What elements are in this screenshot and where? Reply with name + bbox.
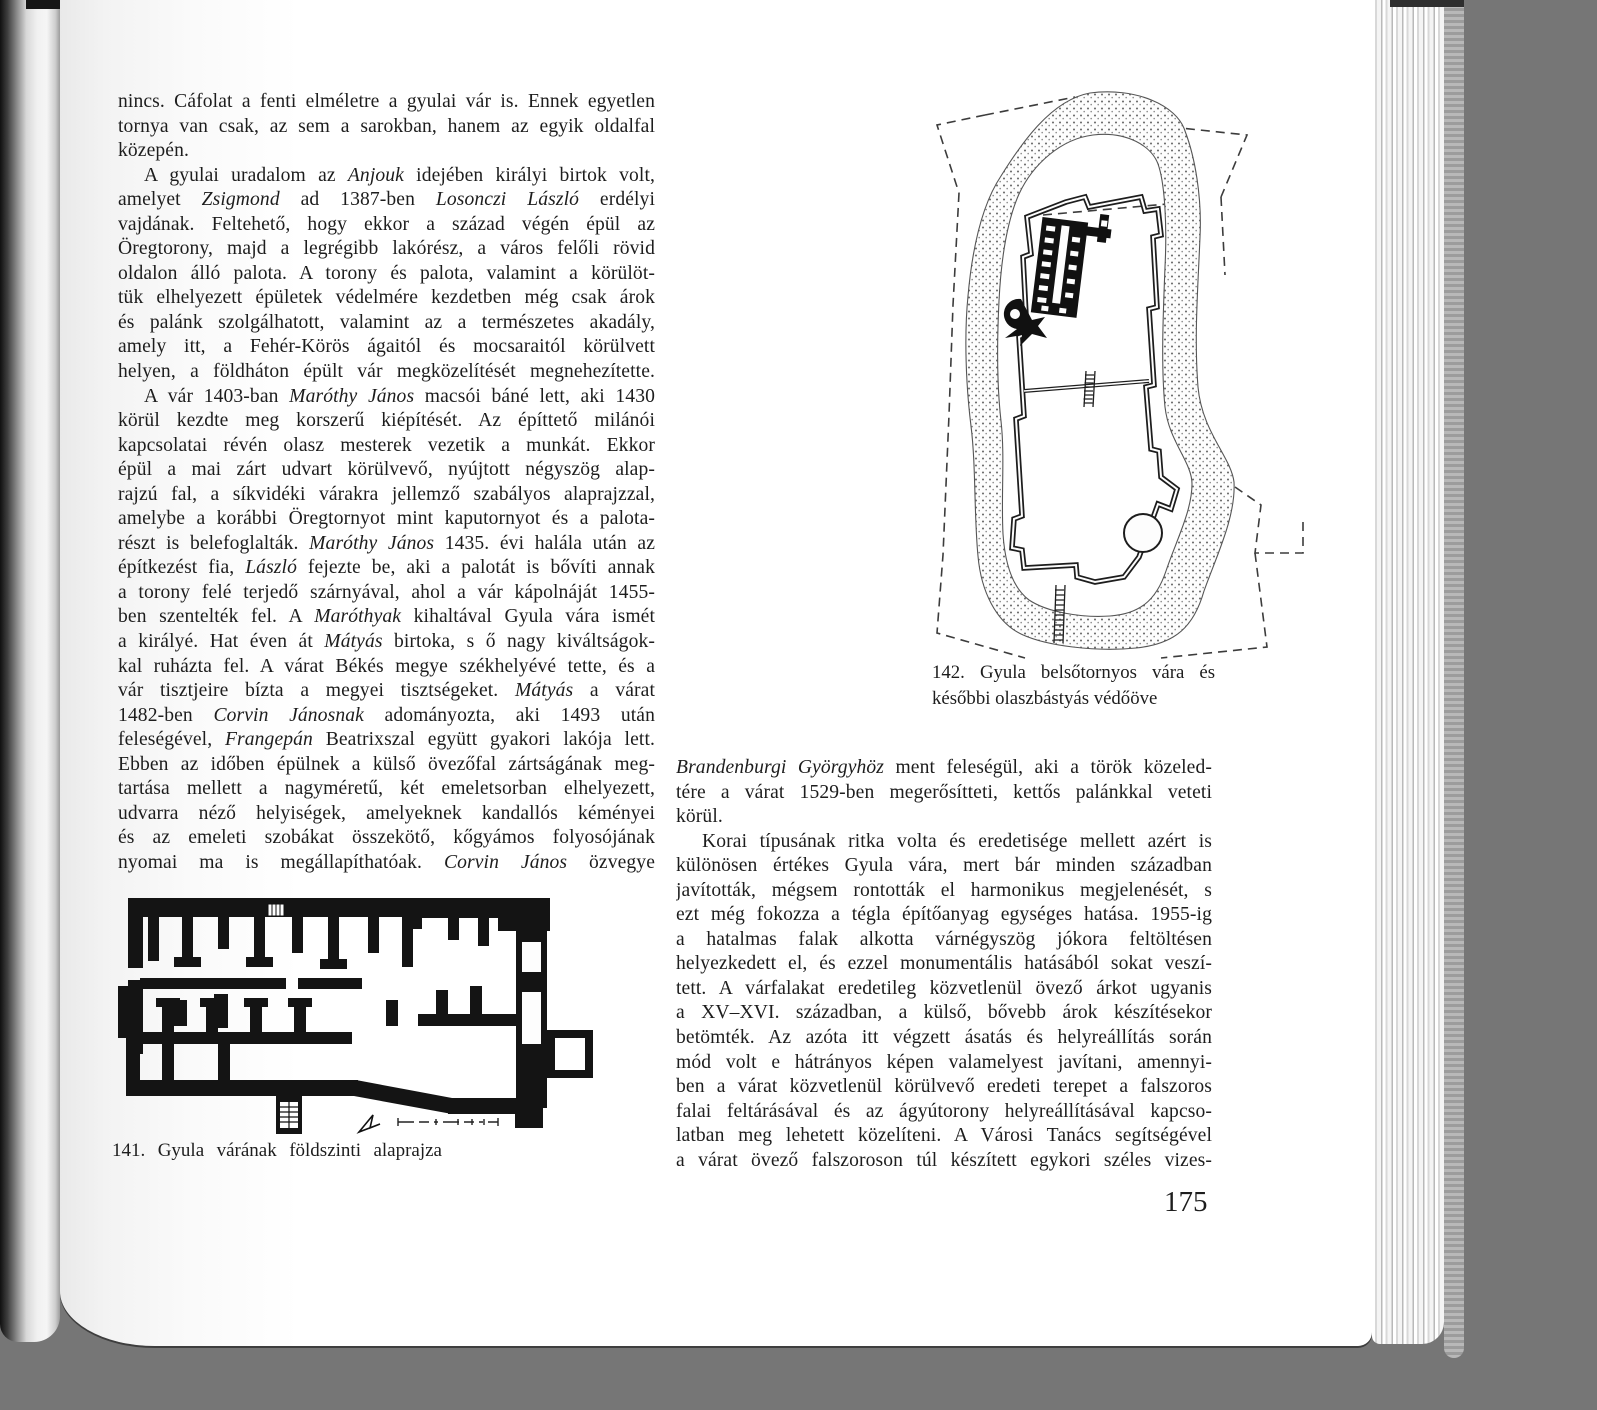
italic-text: Maróthyak — [314, 606, 402, 628]
text-line: betömték. Az azóta itt végzett ásatás és helyreállítás során — [676, 1027, 1212, 1049]
text-line: Ebben az időben épülnek a külső övezőfal zártságának meg- — [118, 753, 655, 775]
text-line: A gyulai uradalom az Anjouk idejében királyi birtok volt, — [144, 164, 655, 186]
text-line: tük elhelyezett épületek védelmére kezdetben még csak árok — [118, 287, 655, 309]
text-line: amelybe a korábbi Öregtornyot mint kaputornyot és a palota- — [118, 508, 655, 530]
text-line: kal ruházta fel. A várat Békés megye székhelyévé tette, és a — [118, 655, 655, 677]
italic-text: Maróthy János — [289, 385, 415, 407]
right-text-column — [676, 756, 1212, 1173]
figure-142-plan — [925, 85, 1330, 660]
italic-text: Losonczi László — [435, 189, 580, 211]
text-line: Korai típusának ritka volta és eredetisége mellett azért is — [702, 830, 1212, 852]
text-line: amelyet Zsigmond ad 1387-ben Losonczi László erdélyi — [118, 189, 655, 211]
text-line: feleségével, Frangepán Beatrixszal együtt gyakori lakója lett. — [118, 729, 655, 751]
text-line: 141. Gyula várának földszinti alaprajza — [112, 1140, 442, 1161]
italic-text: Mátyás — [324, 631, 383, 653]
text-line: vajdának. Feltehető, hogy ekkor a század végén épül az — [118, 213, 655, 235]
figure-141-caption — [112, 1138, 442, 1164]
page-edge-stack — [1372, 0, 1444, 1344]
book-page — [60, 0, 1372, 1346]
text-line: körül. — [676, 806, 723, 828]
text-line: 142. Gyula belsőtornyos vára és — [932, 662, 1215, 683]
text-line: amely itt, a Fehér-Körös ágaitól és mocsaraitól körülvett — [118, 336, 655, 358]
text-line: a várat övező falszoroson túl készített egykori széles vizes- — [676, 1149, 1212, 1171]
text-line: és az emeleti szobákat összekötő, kőgyámos folyosójának — [118, 827, 655, 849]
figure-142-caption — [932, 660, 1215, 711]
italic-text: Maróthy János — [309, 532, 435, 554]
italic-text: Corvin János — [443, 851, 568, 873]
text-line: körül kezdte meg korszerű kiépítését. Az építtető milánói — [118, 410, 655, 432]
text-line: rajzú fal, a síkvidéki várakra jellemző szabályos alaprajzzal, — [118, 483, 655, 505]
text-line: tett. A várfalakat eredetileg közvetlenül övező árkot ugyanis — [676, 977, 1212, 999]
text-line: tartása mellett a nagyméretű, két emeletsorban elhelyezett, — [118, 778, 655, 800]
text-line: épül a mai zárt udvart körülvevő, nyújtott négyszög alap- — [118, 459, 655, 481]
scan-top-right-shadow — [1390, 0, 1464, 7]
text-line: mód volt e hátrányos képen valamelyest javítani, amennyi- — [676, 1051, 1212, 1073]
text-line: Brandenburgi Györgyhöz ment feleségül, aki a török közeled- — [676, 757, 1212, 778]
italic-text: Anjouk — [347, 164, 404, 186]
text-line: különösen értékes Gyula vára, mert bár minden században — [676, 855, 1212, 877]
text-line: nyomai ma is megállapíthatóak. Corvin János özvegye — [118, 851, 655, 873]
italic-text: Zsigmond — [201, 189, 280, 211]
text-line: A vár 1403-ban Maróthy János macsói báné lett, aki 1430 — [144, 385, 655, 407]
text-line: nincs. Cáfolat a fenti elméletre a gyulai vár is. Ennek egyetlen — [118, 91, 655, 112]
text-line: latban meg lehetett közelíteni. A Városi Tanács segítségével — [676, 1125, 1212, 1147]
text-line: és palánk szolgálhatott, valamint az a természetes akadály, — [118, 311, 655, 333]
text-line: ezt még fokozza a tégla építőanyag egységes hatása. 1955-ig — [676, 904, 1212, 926]
left-text-column — [118, 90, 655, 876]
text-line: vár tisztjeire bízta a megyei tisztségeket. Mátyás a várat — [118, 680, 655, 702]
italic-text: Mátyás — [514, 680, 574, 702]
text-line: tornya van csak, az sem a sarokban, hanem az egyik oldalfal — [118, 115, 655, 137]
text-line: a királyé. Hat éven át Mátyás birtoka, s ő nagy kiváltságok- — [118, 631, 655, 653]
italic-text: László — [245, 557, 297, 579]
text-line: a XV–XVI. században, a külső, bővebb árok készítésekor — [676, 1002, 1212, 1024]
book-spine-edge — [0, 0, 60, 1342]
text-line: ben szentelték fel. A Maróthyak kihaltával Gyula vára ismét — [118, 606, 655, 628]
text-line: tére a várat 1529-ben megerősítteti, kettős palánkkal veteti — [676, 781, 1212, 803]
text-line: Öregtorony, majd a legrégibb lakórész, a város felőli rövid — [118, 238, 655, 260]
text-line: helyezkedett el, és ezzel monumentális hatásából sokat veszí- — [676, 953, 1212, 975]
text-line: kapcsolatai révén olasz mesterek vezetik a munkát. Ekkor — [118, 434, 655, 456]
text-line: falai feltárásával és az ágyútorony helyreállításával kapcso- — [676, 1100, 1212, 1122]
page-number: 175 — [1164, 1186, 1208, 1218]
italic-text: Frangepán — [224, 729, 313, 751]
text-line: oldalon álló palota. A torony és palota, valamint a körülöt- — [118, 262, 655, 284]
text-line: közepén. — [118, 140, 189, 162]
figure-141-plan — [118, 882, 593, 1140]
text-line: udvarra néző helyiségek, amelyeknek kandallós kéményei — [118, 802, 655, 824]
text-line: javították, mégsem rontották el harmonikus megjelenését, s — [676, 879, 1212, 901]
italic-text: Corvin Jánosnak — [213, 704, 364, 726]
text-line: építkezést fia, László fejezte be, aki a palotát is bővíti annak — [118, 557, 655, 579]
text-line: 1482-ben Corvin Jánosnak adományozta, aki 1493 után — [118, 704, 655, 726]
text-line: későbbi olaszbástyás védőöve — [932, 687, 1158, 709]
text-line: részt is belefoglalták. Maróthy János 1435. évi halála után az — [118, 532, 655, 554]
book-cover-edge — [1444, 6, 1464, 1358]
text-line: a hatalmas falak alkotta várnégyszög jókora feltöltésen — [676, 928, 1212, 950]
text-line: a torony felé terjedő szárnyával, ahol a vár kápolnáját 1455- — [118, 581, 655, 603]
italic-text: Brandenburgi Györgyhöz — [676, 757, 885, 778]
text-line: ben a várat közvetlenül körülvevő eredeti terepet a falszoros — [676, 1076, 1212, 1098]
text-line: helyen, a földháton épült vár megközelítését megnehezítette. — [118, 361, 655, 383]
